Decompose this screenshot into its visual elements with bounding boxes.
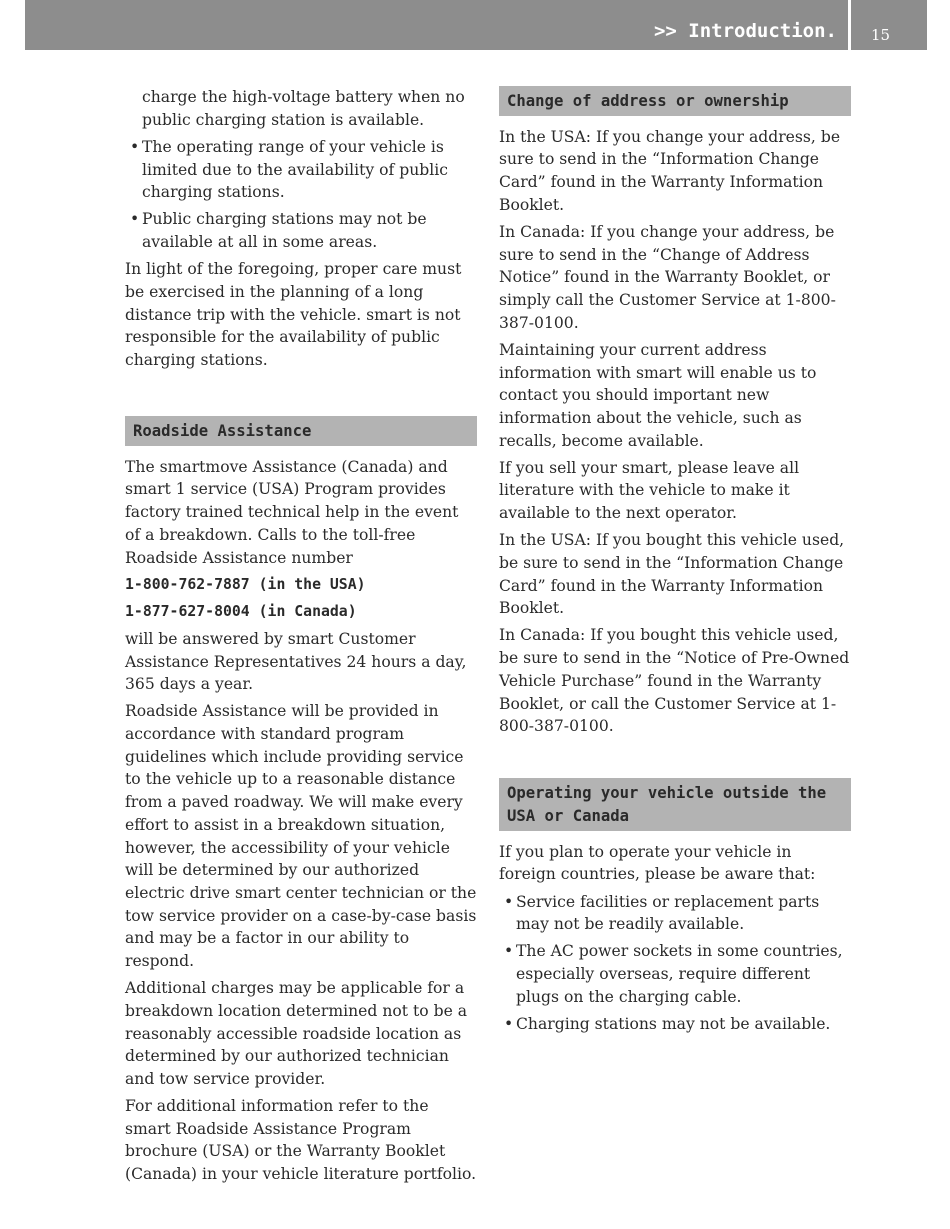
bullet-item: • Service facilities or replacement parts may not be readily available. bbox=[499, 891, 851, 936]
outside-bullet-list bbox=[499, 891, 851, 1036]
outside-heading: Operating your vehicle outside the USA or Canada bbox=[499, 778, 851, 830]
roadside-paragraph: The smartmove Assistance (Canada) and smart 1 service (USA) Program provides factory trained technical help in the event of a breakdown. Calls to the toll-free Roadside Assistance number bbox=[125, 457, 459, 567]
address-paragraph: In Canada: If you change your address, be sure to send in the “Change of Address Notice” found in the Warranty Booklet, or simply call the Customer Service at 1-800-387-0100. bbox=[499, 222, 836, 332]
intro-continuation: charge the high-voltage battery when no public charging station is available. bbox=[142, 88, 465, 129]
bullet-item: • Public charging stations may not be available at all in some areas. bbox=[125, 208, 477, 253]
page-header bbox=[25, 0, 927, 50]
roadside-paragraph: For additional information refer to the smart Roadside Assistance Program brochure (USA) or the Warranty Booklet (Canada) in your vehicle literature portfolio. bbox=[125, 1097, 477, 1184]
bullet-item: • Charging stations may not be available. bbox=[499, 1013, 851, 1036]
address-paragraph: In the USA: If you bought this vehicle used, be sure to send in the “Information Change Card” found in the Warranty Information Booklet. bbox=[499, 531, 845, 618]
address-paragraph: In Canada: If you bought this vehicle used, be sure to send in the “Notice of Pre-Owned Vehicle Purchase” found in the Warranty Booklet, or call the Customer Service at 1-800-387-0100. bbox=[499, 626, 850, 736]
outside-intro: If you plan to operate your vehicle in foreign countries, please be aware that: bbox=[499, 842, 816, 884]
roadside-paragraph: Additional charges may be applicable for a breakdown location determined not to be a reasonably accessible roadside location as determined by our authorized technician and tow service provider. bbox=[125, 979, 468, 1088]
page-number: 15 bbox=[871, 26, 891, 44]
bullet-item: • The operating range of your vehicle is limited due to the availability of public charging stations. bbox=[125, 136, 477, 204]
phone-usa: 1-800-762-7887 (in the USA) bbox=[125, 575, 366, 593]
phone-canada: 1-877-627-8004 (in Canada) bbox=[125, 602, 357, 620]
address-heading: Change of address or ownership bbox=[499, 86, 851, 116]
address-paragraph: If you sell your smart, please leave all literature with the vehicle to make it available to the next operator. bbox=[499, 458, 800, 523]
address-paragraph: In the USA: If you change your address, be sure to send in the “Information Change Card” found in the Warranty Information Booklet. bbox=[499, 127, 841, 214]
roadside-heading: Roadside Assistance bbox=[125, 416, 477, 446]
charging-bullet-list bbox=[125, 136, 477, 254]
care-paragraph: In light of the foregoing, proper care must be exercised in the planning of a long distance trip with the vehicle. smart is not responsible for the availability of public charging stations. bbox=[125, 260, 462, 369]
roadside-paragraph: will be answered by smart Customer Assistance Representatives 24 hours a day, 365 days a year. bbox=[125, 629, 467, 694]
header-divider bbox=[848, 0, 851, 50]
left-column bbox=[125, 86, 477, 1190]
roadside-paragraph: Roadside Assistance will be provided in accordance with standard program guidelines which include providing service to the vehicle up to a reasonable distance from a paved roadway. We will make every effort to assist in a breakdown situation, however, the accessibility of your vehicle will be determined by our authorized electric drive smart center technician or the tow service provider on a case-by-case basis and may be a factor in our ability to respond. bbox=[125, 702, 477, 971]
section-title: >> Introduction. bbox=[653, 20, 837, 42]
bullet-item: • The AC power sockets in some countries, especially overseas, require different plugs on the charging cable. bbox=[499, 940, 851, 1008]
address-paragraph: Maintaining your current address information with smart will enable us to contact you should important new information about the vehicle, such as recalls, become available. bbox=[499, 340, 817, 450]
right-column bbox=[499, 86, 851, 1040]
